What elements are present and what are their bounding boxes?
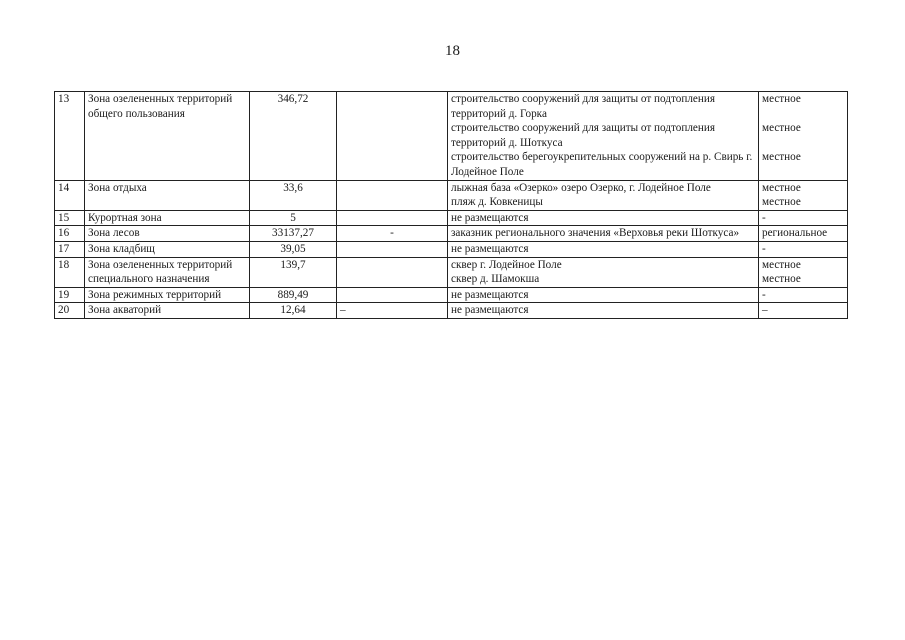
level-item — [762, 136, 844, 151]
zone-extra — [337, 257, 448, 287]
object-item: строительство берегоукрепительных сооружений на р. Свирь г. Лодейное Поле — [451, 151, 753, 178]
zone-name: Зона лесов — [85, 226, 250, 242]
zone-extra — [337, 180, 448, 210]
object-level — [759, 287, 848, 303]
object-level — [759, 226, 848, 242]
zone-name: Зона озелененных территорий специального назначения — [85, 257, 250, 287]
table-row — [55, 257, 848, 287]
table-row — [55, 226, 848, 242]
zones-table-body — [55, 92, 848, 319]
level-item: местное — [762, 93, 801, 105]
level-item: – — [762, 304, 768, 317]
zone-area: 33137,27 — [250, 226, 337, 242]
zone-area: 39,05 — [250, 241, 337, 257]
table-row — [55, 210, 848, 226]
row-number: 13 — [55, 92, 85, 181]
table-row — [55, 287, 848, 303]
zone-area: 12,64 — [250, 303, 337, 319]
object-level — [759, 180, 848, 210]
row-number: 20 — [55, 303, 85, 319]
zones-table — [54, 91, 848, 319]
zone-name: Зона акваторий — [85, 303, 250, 319]
zone-extra — [337, 241, 448, 257]
row-number: 19 — [55, 287, 85, 303]
zone-extra: - — [337, 226, 448, 242]
planned-objects — [448, 287, 759, 303]
object-level — [759, 92, 848, 181]
planned-objects — [448, 257, 759, 287]
zone-area: 139,7 — [250, 257, 337, 287]
planned-objects — [448, 241, 759, 257]
planned-objects — [448, 210, 759, 226]
zone-name: Зона кладбищ — [85, 241, 250, 257]
level-item: местное — [762, 122, 801, 135]
level-item: местное — [762, 258, 801, 271]
zone-name: Зона режимных территорий — [85, 287, 250, 303]
object-item: не размещаются — [451, 304, 529, 317]
object-item: не размещаются — [451, 211, 529, 224]
level-item — [762, 107, 844, 122]
zone-area: 346,72 — [250, 92, 337, 181]
level-item: местное — [762, 151, 801, 164]
object-item: лыжная база «Озерко» озеро Озерко, г. Лодейное Поле — [451, 181, 711, 194]
row-number: 18 — [55, 257, 85, 287]
object-item: пляж д. Ковкеницы — [451, 196, 543, 209]
level-item: региональное — [762, 227, 828, 240]
table-row — [55, 180, 848, 210]
table-row — [55, 303, 848, 319]
zone-extra: – — [337, 303, 448, 319]
object-item: строительство сооружений для защиты от подтопления территорий д. Шоткуса — [451, 122, 715, 149]
row-number: 15 — [55, 210, 85, 226]
level-item: - — [762, 242, 766, 255]
object-level — [759, 303, 848, 319]
page-number: 18 — [445, 43, 460, 59]
table-row — [55, 241, 848, 257]
zone-extra — [337, 92, 448, 181]
zone-area: 5 — [250, 210, 337, 226]
zone-extra — [337, 210, 448, 226]
row-number: 16 — [55, 226, 85, 242]
planned-objects — [448, 180, 759, 210]
zone-extra — [337, 287, 448, 303]
zone-name: Курортная зона — [85, 210, 250, 226]
object-level — [759, 257, 848, 287]
level-item: - — [762, 211, 766, 224]
zone-area: 889,49 — [250, 287, 337, 303]
object-item: заказник регионального значения «Верховья реки Шоткуса» — [451, 227, 740, 240]
planned-objects — [448, 92, 759, 181]
zone-name: Зона отдыха — [85, 180, 250, 210]
planned-objects — [448, 226, 759, 242]
planned-objects — [448, 303, 759, 319]
object-item: не размещаются — [451, 242, 529, 255]
object-item: не размещаются — [451, 288, 529, 301]
object-item: строительство сооружений для защиты от подтопления территорий д. Горка — [451, 93, 715, 120]
zone-name: Зона озелененных территорий общего пользования — [85, 92, 250, 181]
table-row — [55, 92, 848, 181]
level-item: местное — [762, 181, 801, 194]
level-item: - — [762, 288, 766, 301]
object-level — [759, 210, 848, 226]
row-number: 14 — [55, 180, 85, 210]
level-item: местное — [762, 273, 801, 286]
object-item: сквер д. Шамокша — [451, 273, 540, 286]
level-item: местное — [762, 196, 801, 209]
row-number: 17 — [55, 241, 85, 257]
object-item: сквер г. Лодейное Поле — [451, 258, 562, 271]
zone-area: 33,6 — [250, 180, 337, 210]
object-level — [759, 241, 848, 257]
